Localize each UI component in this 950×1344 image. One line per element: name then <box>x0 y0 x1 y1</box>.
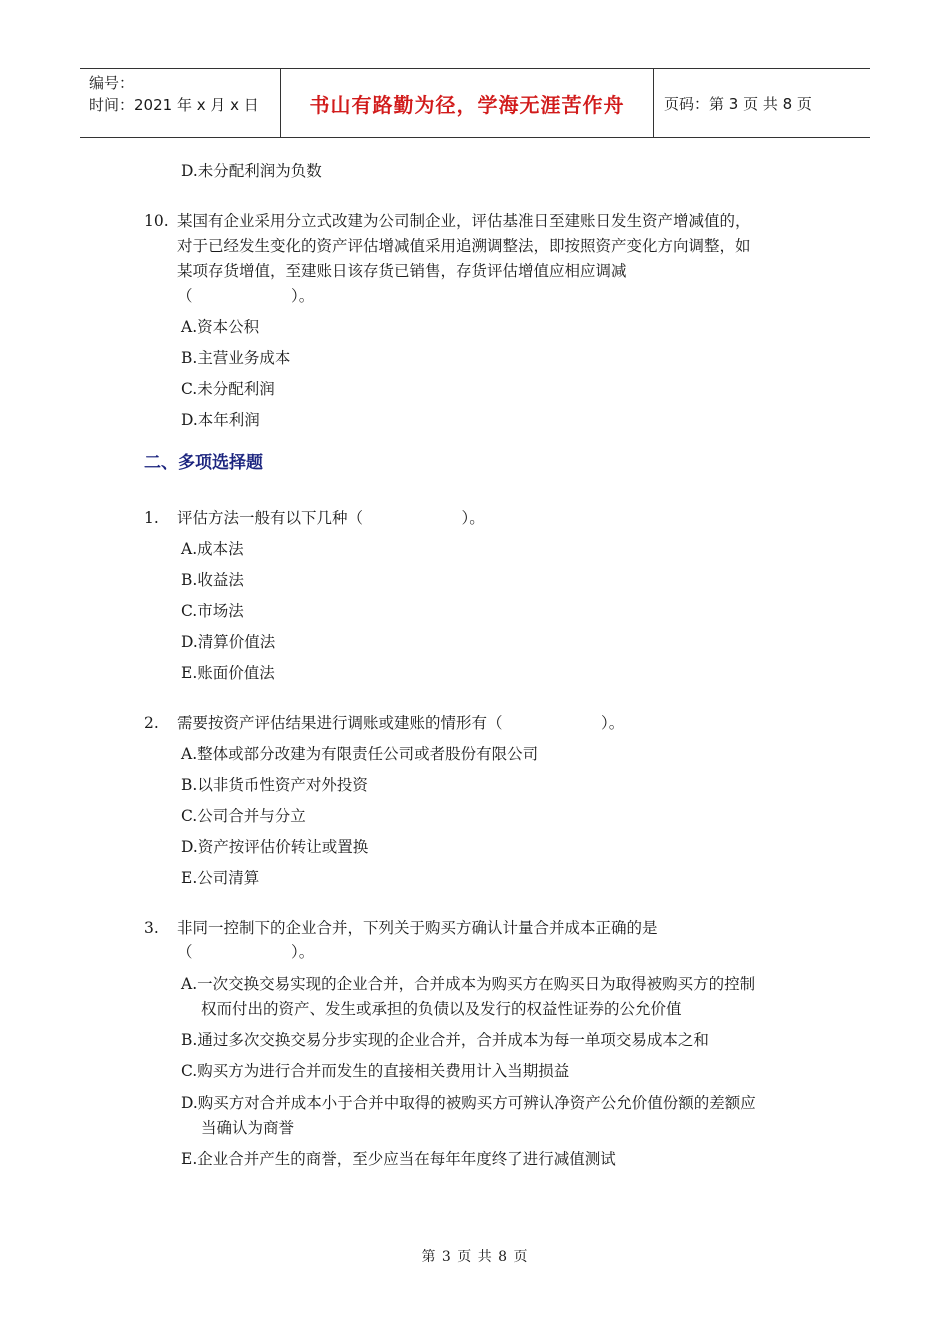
option-d: D.本年利润 <box>181 411 260 429</box>
option-e: E.公司清算 <box>181 869 260 887</box>
option-d: D.资产按评估价转让或置换 <box>181 838 369 856</box>
option-a: A.资本公积 <box>181 318 260 336</box>
question-number: 1. <box>144 509 159 527</box>
question-text: 评估方法一般有以下几种（ ）。 <box>177 509 485 527</box>
document-date: 时间：2021 年 x 月 x 日 <box>89 96 259 114</box>
option-a: A.一次交换交易实现的企业合并，合并成本为购买方在购买日为取得被购买方的控制 <box>181 975 756 993</box>
option-e: E.账面价值法 <box>181 664 275 682</box>
section-heading: 二、多项选择题 <box>144 453 263 473</box>
question-text-line: 某项存货增值，至建账日该存货已销售，存货评估增值应相应调减 <box>177 262 627 280</box>
question-text-line: 非同一控制下的企业合并，下列关于购买方确认计量合并成本正确的是 <box>177 919 658 937</box>
option-d: D.清算价值法 <box>181 633 276 651</box>
answer-blank: （ ）。 <box>177 287 315 305</box>
option-d-continued: 当确认为商誉 <box>201 1119 295 1137</box>
question-number: 2. <box>144 714 159 732</box>
option-b: B.收益法 <box>181 571 244 589</box>
option-a: A.整体或部分改建为有限责任公司或者股份有限公司 <box>181 745 539 763</box>
option-a: A.成本法 <box>181 540 244 558</box>
header-page-number: 页码：第 3 页 共 8 页 <box>664 94 812 113</box>
option-d: D.购买方对合并成本小于合并中取得的被购买方可辨认净资产公允价值份额的差额应 <box>181 1094 756 1112</box>
option-b: B.通过多次交换交易分步实现的企业合并，合并成本为每一单项交易成本之和 <box>181 1031 709 1049</box>
document-number: 编号： <box>89 74 135 92</box>
question-number: 10. <box>144 212 169 230</box>
option-b: B.主营业务成本 <box>181 349 291 367</box>
question-text-line: 对于已经发生变化的资产评估增减值采用追溯调整法，即按照资产变化方向调整，如 <box>177 237 751 255</box>
page-footer: 第 3 页 共 8 页 <box>421 1249 529 1265</box>
option-c: C.市场法 <box>181 602 244 620</box>
option-c: C.未分配利润 <box>181 380 275 398</box>
option-a-continued: 权而付出的资产、发生或承担的负债以及发行的权益性证券的公允价值 <box>201 1000 682 1018</box>
question-number: 3. <box>144 919 159 937</box>
option-c: C.购买方为进行合并而发生的直接相关费用计入当期损益 <box>181 1062 570 1080</box>
question-text-line: 某国有企业采用分立式改建为公司制企业，评估基准日至建账日发生资产增减值的， <box>177 212 751 230</box>
header-motto: 书山有路勤为径，学海无涯苦作舟 <box>281 69 654 137</box>
option-c: C.公司合并与分立 <box>181 807 306 825</box>
header-meta <box>80 69 281 137</box>
question-text: 需要按资产评估结果进行调账或建账的情形有（ ）。 <box>177 714 625 732</box>
answer-blank: （ ）。 <box>177 943 315 961</box>
prev-question-option-d: D.未分配利润为负数 <box>181 162 322 180</box>
option-b: B.以非货币性资产对外投资 <box>181 776 368 794</box>
option-e: E.企业合并产生的商誉，至少应当在每年年度终了进行减值测试 <box>181 1150 616 1168</box>
page-header <box>80 68 870 138</box>
